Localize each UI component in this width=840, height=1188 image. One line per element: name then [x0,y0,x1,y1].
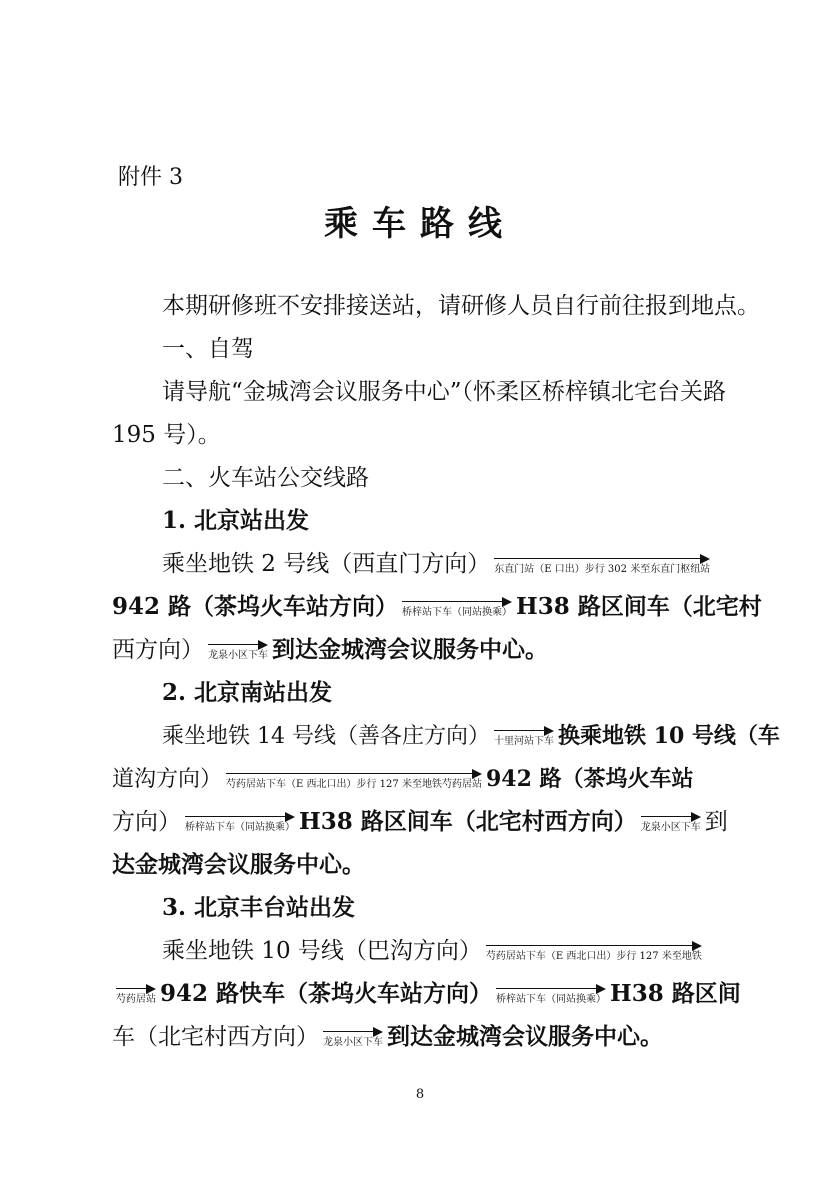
route-2-note-4: 龙泉小区下车 [640,822,701,833]
route-3-note-1: 芍药居站下车（E 西北口出）步行 127 米至地铁 [485,951,702,962]
route-3-text-c: H38 路区间 [610,980,741,1007]
route-2-note-3: 桥梓站下车（同站换乘） [185,822,295,833]
route-2-heading: 2. 北京南站出发 [162,679,333,706]
route-1-text-e: 到达金城湾会议服务中心。 [272,636,548,663]
route-1-note-2: 桥梓站下车（同站换乘） [402,607,513,618]
route-2-text-d: 942 路（茶坞火车站 [485,766,694,792]
route-arrow-icon [496,984,606,1006]
route-3-text-e: 到达金城湾会议服务中心。 [387,1023,663,1050]
route-1-heading: 1. 北京站出发 [162,507,310,534]
page-title: 乘车路线 [324,204,516,244]
route-3-line-1 [162,933,802,969]
route-3-line-3 [112,1019,752,1055]
page-number: 8 [415,1087,425,1102]
route-arrow-icon [494,554,710,576]
route-arrow-icon [486,941,702,963]
route-2-note-1: 十里河站下车 [493,736,554,747]
route-1-note-1: 东直门站（E 口出）步行 302 米至东直门枢纽站 [494,564,711,575]
attachment-label: 附件 3 [118,165,183,190]
route-1-text-c: H38 路区间车（北宅村 [516,593,762,620]
route-2-line-2 [112,761,752,798]
section-heading-driving: 一、自驾 [162,336,254,362]
route-3-note-2: 芍药居站 [116,994,156,1005]
route-1-line-2 [112,589,762,625]
route-2-line-3 [112,804,752,840]
route-1-text-a: 乘坐地铁 2 号线（西直门方向） [162,551,491,577]
route-arrow-icon [494,726,554,748]
route-3-heading: 3. 北京丰台站出发 [162,894,356,921]
route-3-text-b: 942 路快车（茶坞火车站方向） [160,980,493,1007]
route-2-text-h: 达金城湾会议服务中心。 [112,851,365,878]
route-3-text-a: 乘坐地铁 10 号线（巴沟方向） [162,938,482,964]
route-3-line-2 [112,976,752,1012]
route-arrow-icon [641,812,701,834]
route-1-line-1 [162,546,802,582]
route-1-text-d: 西方向） [112,637,204,663]
route-2-text-e: 方向） [112,809,181,835]
route-1-text-b: 942 路（茶坞火车站方向） [112,593,399,620]
driving-text-line-1: 请导航“金城湾会议服务中心”（怀柔区桥梓镇北宅台关路 [162,379,727,405]
route-1-line-3 [112,632,752,668]
route-arrow-icon [323,1027,383,1049]
section-heading-train-bus: 二、火车站公交线路 [162,465,369,491]
route-2-line-4 [112,847,752,883]
route-3-note-4: 龙泉小区下车 [323,1037,383,1048]
intro-paragraph: 本期研修班不安排接送站，请研修人员自行前往报到地点。 [162,293,760,319]
route-arrow-icon [116,984,156,1006]
route-arrow-icon [402,597,512,619]
route-3-note-3: 桥梓站下车（同站换乘） [496,994,607,1005]
route-arrow-icon [226,769,482,791]
route-arrow-icon [208,640,268,662]
route-2-text-a: 乘坐地铁 14 号线（善各庄方向） [162,724,490,749]
route-2-text-g: 到 [704,809,728,835]
route-1-note-3: 龙泉小区下车 [208,650,268,661]
route-3-text-d: 车（北宅村西方向） [112,1024,319,1050]
route-2-text-c: 道沟方向） [112,767,223,792]
route-2-note-2: 芍药居站下车（E 西北口出）步行 127 米至地铁芍药居站 [226,779,482,790]
route-2-text-f: H38 路区间车（北宅村西方向） [299,808,637,835]
route-2-line-1 [162,718,802,755]
driving-text-line-2: 195 号）。 [112,422,221,448]
route-arrow-icon [185,812,295,834]
route-2-text-b: 换乘地铁 10 号线（车 [557,723,780,749]
